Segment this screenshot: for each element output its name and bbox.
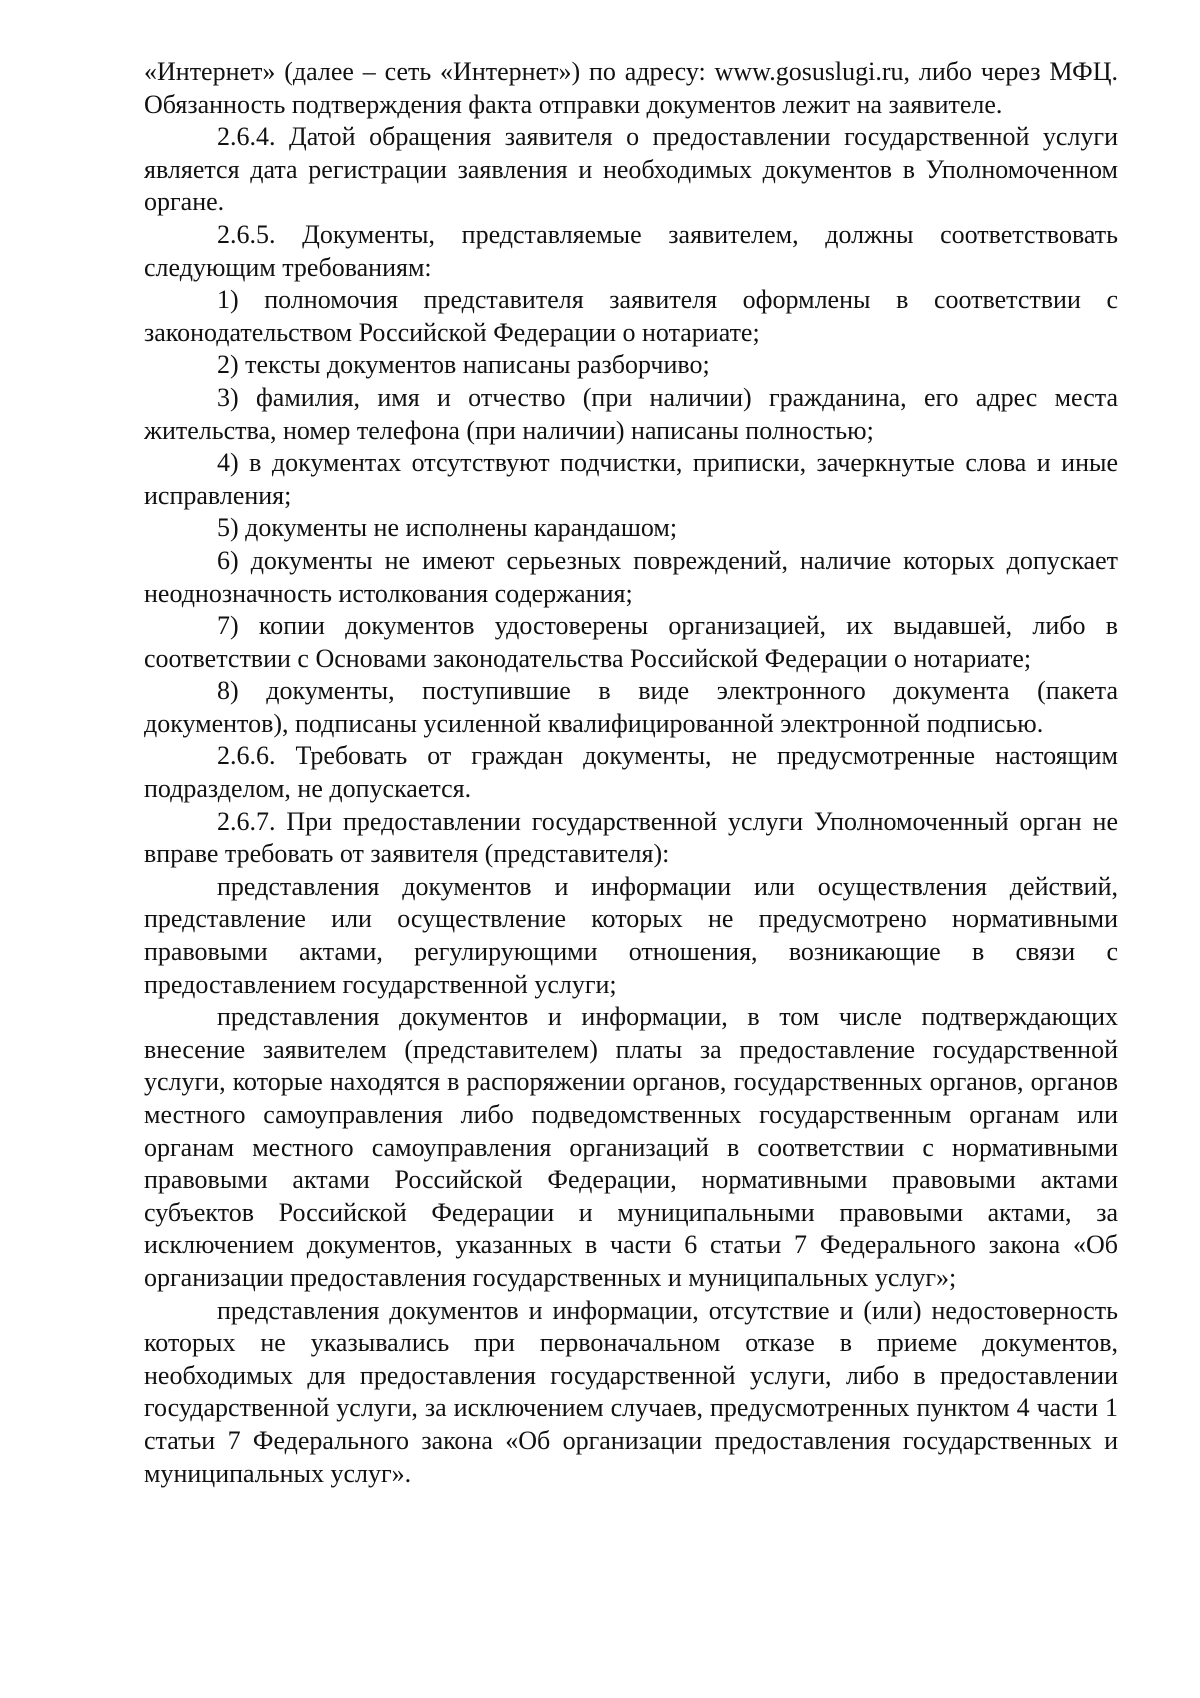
list-item-6: 6) документы не имеют серьезных повреждений, наличие которых допускает неоднозначность истолкования содержания; [144, 545, 1118, 608]
paragraph-requirement-3: представления документов и информации, отсутствие и (или) недостоверность которых не указывались при первоначальном отказе в приеме документов, необходимых для предоставления государственной услуги, либо в предоставлении государственной услуги, за исключением случаев, предусмотренных пунктом 4 части 1 статьи 7 Федерального закона «Об организации предоставления государственных и муниципальных услуг». [144, 1295, 1118, 1488]
paragraph-2-6-5: 2.6.5. Документы, представляемые заявителем, должны соответствовать следующим требованиям: [144, 219, 1118, 282]
paragraph-requirement-1: представления документов и информации или осуществления действий, представление или осуществление которых не предусмотрено нормативными правовыми актами, регулирующими отношения, возникающие в связи с предоставлением государственной услуги; [144, 871, 1118, 999]
list-item-8: 8) документы, поступившие в виде электронного документа (пакета документов), подписаны усиленной квалифицированной электронной подписью. [144, 676, 1118, 738]
document-body [144, 56, 1118, 1490]
paragraph-2-6-4: 2.6.4. Датой обращения заявителя о предоставлении государственной услуги является дата регистрации заявления и необходимых документов в Уполномоченном органе. [144, 122, 1118, 217]
list-item-2: 2) тексты документов написаны разборчиво; [217, 350, 710, 380]
paragraph-requirement-2: представления документов и информации, в том числе подтверждающих внесение заявителем (представителем) платы за предоставление государственной услуги, которые находятся в распоряжении органов, государственных органов, органов местного самоуправления либо подведомственных государственным органам или органам местного самоуправления организаций в соответствии с нормативными правовыми актами Российской Федерации, нормативными правовыми актами субъектов Российской Федерации и муниципальными правовыми актами, за исключением документов, указанных в части 6 статьи 7 Федерального закона «Об организации предоставления государственных и муниципальных услуг»; [144, 1002, 1118, 1292]
list-item-5: 5) документы не исполнены карандашом; [217, 513, 678, 543]
list-item-4: 4) в документах отсутствуют подчистки, приписки, зачеркнутые слова и иные исправления; [144, 448, 1118, 510]
paragraph: «Интернет» (далее – сеть «Интернет») по адресу: www.gosuslugi.ru, либо через МФЦ. Обязанность подтверждения факта отправки документов лежит на заявителе. [144, 57, 1118, 119]
list-item-3: 3) фамилия, имя и отчество (при наличии) гражданина, его адрес места жительства, номер телефона (при наличии) написаны полностью; [144, 382, 1118, 445]
paragraph-2-6-7: 2.6.7. При предоставлении государственной услуги Уполномоченный орган не вправе требовать от заявителя (представителя): [144, 806, 1118, 869]
paragraph-2-6-6: 2.6.6. Требовать от граждан документы, не предусмотренные настоящим подразделом, не допускается. [144, 741, 1118, 804]
list-item-7: 7) копии документов удостоверены организацией, их выдавшей, либо в соответствии с Основами законодательства Российской Федерации о нотариате; [144, 611, 1118, 673]
list-item-1: 1) полномочия представителя заявителя оформлены в соответствии с законодательством Российской Федерации о нотариате; [144, 285, 1118, 347]
